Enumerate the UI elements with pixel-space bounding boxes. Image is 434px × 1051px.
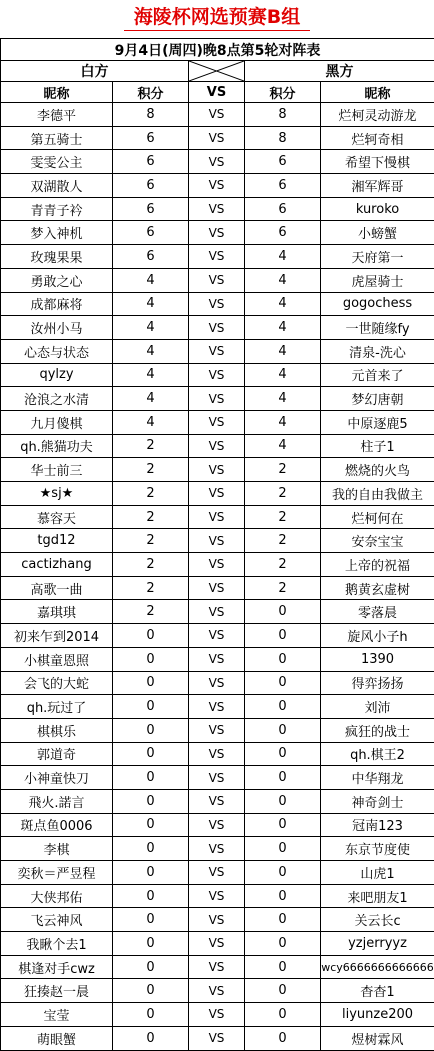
black-player-score: 0 (245, 1003, 321, 1027)
white-player-score: 6 (113, 245, 189, 269)
table-row (1, 576, 434, 600)
black-player-name: kuroko (321, 197, 434, 221)
white-player-name: 华士前三 (1, 458, 113, 482)
white-player-score: 0 (113, 932, 189, 956)
black-player-name: 上帝的祝福 (321, 553, 434, 577)
table-row (1, 126, 434, 150)
table-row (1, 363, 434, 387)
table-row (1, 529, 434, 553)
black-player-score: 8 (245, 103, 321, 127)
black-player-name: 零落晨 (321, 600, 434, 624)
black-player-score: 6 (245, 197, 321, 221)
black-side-label: 黑方 (245, 61, 434, 82)
white-player-score: 8 (113, 103, 189, 127)
white-player-name: 李德平 (1, 103, 113, 127)
black-player-name: 小螃蟹 (321, 221, 434, 245)
white-player-score: 0 (113, 884, 189, 908)
white-player-name: 大侠邦佑 (1, 884, 113, 908)
black-player-score: 0 (245, 647, 321, 671)
vs-cell: VS (189, 884, 245, 908)
header-row (1, 82, 434, 103)
black-player-name: 鹅黄玄虚树 (321, 576, 434, 600)
vs-cell: VS (189, 126, 245, 150)
table-row (1, 766, 434, 790)
black-player-score: 8 (245, 126, 321, 150)
white-player-score: 0 (113, 647, 189, 671)
table-row (1, 505, 434, 529)
black-player-score: 0 (245, 789, 321, 813)
white-player-name: 飞云神风 (1, 908, 113, 932)
black-player-name: 疯狂的战士 (321, 718, 434, 742)
black-player-name: 神奇剑士 (321, 789, 434, 813)
subtitle-row (1, 39, 434, 61)
white-player-name: 第五骑士 (1, 126, 113, 150)
black-player-score: 0 (245, 908, 321, 932)
black-player-score: 0 (245, 979, 321, 1003)
white-player-score: 2 (113, 529, 189, 553)
black-player-name: 杳杳1 (321, 979, 434, 1003)
vs-cell: VS (189, 789, 245, 813)
white-player-name: qh.玩过了 (1, 695, 113, 719)
vs-cell: VS (189, 458, 245, 482)
black-player-score: 2 (245, 553, 321, 577)
black-player-score: 6 (245, 150, 321, 174)
white-player-name: 宝莹 (1, 1003, 113, 1027)
header-white-name: 昵称 (1, 82, 113, 103)
white-player-name: 斑点鱼0006 (1, 813, 113, 837)
table-row (1, 103, 434, 127)
vs-cell: VS (189, 671, 245, 695)
vs-cell: VS (189, 529, 245, 553)
table-row (1, 624, 434, 648)
table-row (1, 861, 434, 885)
header-black-score: 积分 (245, 82, 321, 103)
white-player-score: 4 (113, 339, 189, 363)
black-player-name: yzjerryyz (321, 932, 434, 956)
black-player-name: 冠南123 (321, 813, 434, 837)
white-player-score: 6 (113, 221, 189, 245)
black-player-name: 希望下慢棋 (321, 150, 434, 174)
white-player-score: 2 (113, 553, 189, 577)
black-player-score: 4 (245, 363, 321, 387)
white-player-score: 0 (113, 766, 189, 790)
black-player-name: 我的自由我做主 (321, 482, 434, 506)
table-row (1, 292, 434, 316)
black-player-name: gogochess (321, 292, 434, 316)
black-player-score: 4 (245, 434, 321, 458)
white-player-name: 我瞅个去1 (1, 932, 113, 956)
white-player-score: 2 (113, 458, 189, 482)
black-player-name: 1390 (321, 647, 434, 671)
white-player-score: 0 (113, 695, 189, 719)
white-player-name: 成都麻将 (1, 292, 113, 316)
white-side-label: 白方 (1, 61, 189, 82)
table-row (1, 482, 434, 506)
black-player-name: 燃烧的火鸟 (321, 458, 434, 482)
white-player-name: 小神童快刀 (1, 766, 113, 790)
cross-icon (189, 61, 244, 81)
black-player-score: 0 (245, 766, 321, 790)
white-player-score: 2 (113, 482, 189, 506)
table-row (1, 813, 434, 837)
white-player-name: 棋棋乐 (1, 718, 113, 742)
black-player-name: 煜树霖风 (321, 1026, 434, 1050)
black-player-score: 0 (245, 695, 321, 719)
table-row (1, 671, 434, 695)
black-player-name: wcy6666666666666 (321, 955, 434, 979)
vs-cell: VS (189, 813, 245, 837)
table-row (1, 789, 434, 813)
white-player-name: 萌眼蟹 (1, 1026, 113, 1050)
white-player-score: 4 (113, 268, 189, 292)
side-row (1, 61, 434, 82)
vs-cell: VS (189, 103, 245, 127)
table-row (1, 458, 434, 482)
vs-cell: VS (189, 624, 245, 648)
white-player-name: 小棋童恩照 (1, 647, 113, 671)
table-row (1, 695, 434, 719)
black-player-name: 刘沛 (321, 695, 434, 719)
vs-cell: VS (189, 979, 245, 1003)
white-player-name: qh.熊猫功夫 (1, 434, 113, 458)
vs-cell: VS (189, 316, 245, 340)
title-underline (124, 30, 310, 31)
vs-cell: VS (189, 576, 245, 600)
table-row (1, 197, 434, 221)
white-player-score: 0 (113, 955, 189, 979)
white-player-score: 0 (113, 624, 189, 648)
white-player-name: 棋逢对手cwz (1, 955, 113, 979)
vs-cell: VS (189, 197, 245, 221)
cross-cell (189, 61, 245, 82)
vs-cell: VS (189, 292, 245, 316)
white-player-name: 李棋 (1, 837, 113, 861)
white-player-score: 6 (113, 126, 189, 150)
vs-cell: VS (189, 150, 245, 174)
vs-cell: VS (189, 766, 245, 790)
black-player-score: 4 (245, 410, 321, 434)
white-player-score: 2 (113, 505, 189, 529)
black-player-score: 0 (245, 861, 321, 885)
table-row (1, 600, 434, 624)
white-player-score: 2 (113, 600, 189, 624)
table-row (1, 718, 434, 742)
black-player-name: 烂柯灵动游龙 (321, 103, 434, 127)
vs-cell: VS (189, 647, 245, 671)
white-player-name: 飛火.諾言 (1, 789, 113, 813)
vs-cell: VS (189, 955, 245, 979)
vs-cell: VS (189, 505, 245, 529)
table-row (1, 434, 434, 458)
black-player-score: 2 (245, 505, 321, 529)
table-row (1, 174, 434, 198)
vs-cell: VS (189, 861, 245, 885)
white-player-score: 0 (113, 1026, 189, 1050)
white-player-score: 0 (113, 861, 189, 885)
white-player-name: 奕秋＝严昱程 (1, 861, 113, 885)
table-row (1, 742, 434, 766)
black-player-score: 0 (245, 1026, 321, 1050)
table-row (1, 908, 434, 932)
table-row (1, 150, 434, 174)
vs-cell: VS (189, 174, 245, 198)
black-player-score: 4 (245, 316, 321, 340)
white-player-score: 4 (113, 292, 189, 316)
vs-cell: VS (189, 1003, 245, 1027)
table-row (1, 932, 434, 956)
table-row (1, 316, 434, 340)
black-player-score: 0 (245, 813, 321, 837)
black-player-score: 2 (245, 529, 321, 553)
black-player-score: 0 (245, 932, 321, 956)
table-row (1, 221, 434, 245)
white-player-score: 6 (113, 197, 189, 221)
vs-cell: VS (189, 1026, 245, 1050)
white-player-score: 4 (113, 410, 189, 434)
black-player-score: 0 (245, 884, 321, 908)
black-player-score: 0 (245, 955, 321, 979)
table-row (1, 979, 434, 1003)
black-player-name: liyunze200 (321, 1003, 434, 1027)
white-player-name: qylzy (1, 363, 113, 387)
white-player-name: ★sj★ (1, 482, 113, 506)
white-player-name: 会飞的大蛇 (1, 671, 113, 695)
white-player-name: 勇敢之心 (1, 268, 113, 292)
black-player-name: qh.棋王2 (321, 742, 434, 766)
vs-cell: VS (189, 339, 245, 363)
black-player-score: 0 (245, 742, 321, 766)
white-player-name: 初来乍到2014 (1, 624, 113, 648)
black-player-name: 烂轲奇相 (321, 126, 434, 150)
table-row (1, 955, 434, 979)
black-player-score: 4 (245, 292, 321, 316)
table-row (1, 339, 434, 363)
vs-cell: VS (189, 410, 245, 434)
black-player-name: 山虎1 (321, 861, 434, 885)
black-player-name: 元首来了 (321, 363, 434, 387)
header-vs: VS (189, 82, 245, 103)
black-player-score: 4 (245, 245, 321, 269)
black-player-name: 柱子1 (321, 434, 434, 458)
white-player-score: 0 (113, 789, 189, 813)
vs-cell: VS (189, 482, 245, 506)
black-player-score: 4 (245, 387, 321, 411)
vs-cell: VS (189, 742, 245, 766)
white-player-name: 青青子衿 (1, 197, 113, 221)
table-row (1, 553, 434, 577)
white-player-name: 梦入神机 (1, 221, 113, 245)
white-player-score: 0 (113, 718, 189, 742)
white-player-score: 0 (113, 979, 189, 1003)
black-player-name: 中华翔龙 (321, 766, 434, 790)
vs-cell: VS (189, 434, 245, 458)
white-player-name: 高歌一曲 (1, 576, 113, 600)
table-row (1, 387, 434, 411)
white-player-score: 0 (113, 1003, 189, 1027)
white-player-name: 心态与状态 (1, 339, 113, 363)
white-player-name: cactizhang (1, 553, 113, 577)
white-player-name: 九月傻棋 (1, 410, 113, 434)
vs-cell: VS (189, 932, 245, 956)
black-player-score: 2 (245, 482, 321, 506)
pairing-table (0, 38, 434, 1051)
table-row (1, 245, 434, 269)
table-row (1, 410, 434, 434)
vs-cell: VS (189, 363, 245, 387)
black-player-name: 清泉-洗心 (321, 339, 434, 363)
black-player-score: 6 (245, 221, 321, 245)
table-row (1, 268, 434, 292)
black-player-score: 0 (245, 718, 321, 742)
header-white-score: 积分 (113, 82, 189, 103)
black-player-name: 湘军辉哥 (321, 174, 434, 198)
black-player-name: 梦幻唐朝 (321, 387, 434, 411)
black-player-name: 得弈扬扬 (321, 671, 434, 695)
vs-cell: VS (189, 553, 245, 577)
vs-cell: VS (189, 268, 245, 292)
table-row (1, 1026, 434, 1050)
white-player-score: 0 (113, 908, 189, 932)
vs-cell: VS (189, 387, 245, 411)
black-player-name: 东京节度使 (321, 837, 434, 861)
table-row (1, 647, 434, 671)
white-player-name: 狂揍赵一晨 (1, 979, 113, 1003)
black-player-score: 4 (245, 268, 321, 292)
black-player-name: 烂柯何在 (321, 505, 434, 529)
table-row (1, 884, 434, 908)
black-player-score: 0 (245, 671, 321, 695)
white-player-name: 双湖散人 (1, 174, 113, 198)
black-player-name: 安奈宝宝 (321, 529, 434, 553)
white-player-name: tgd12 (1, 529, 113, 553)
white-player-score: 2 (113, 434, 189, 458)
white-player-score: 0 (113, 671, 189, 695)
vs-cell: VS (189, 600, 245, 624)
white-player-score: 4 (113, 387, 189, 411)
black-player-score: 6 (245, 174, 321, 198)
vs-cell: VS (189, 718, 245, 742)
black-player-name: 来吧朋友1 (321, 884, 434, 908)
vs-cell: VS (189, 837, 245, 861)
white-player-score: 6 (113, 174, 189, 198)
vs-cell: VS (189, 245, 245, 269)
vs-cell: VS (189, 695, 245, 719)
black-player-score: 0 (245, 837, 321, 861)
table-subtitle: 9月4日(周四)晚8点第5轮对阵表 (1, 39, 434, 61)
white-player-name: 玫瑰果果 (1, 245, 113, 269)
page-title: 海陵杯网选预赛B组 (0, 4, 434, 30)
black-player-score: 2 (245, 458, 321, 482)
black-player-score: 0 (245, 624, 321, 648)
vs-cell: VS (189, 221, 245, 245)
white-player-name: 雯雯公主 (1, 150, 113, 174)
white-player-score: 6 (113, 150, 189, 174)
vs-cell: VS (189, 908, 245, 932)
white-player-name: 慕容天 (1, 505, 113, 529)
white-player-name: 嘉琪琪 (1, 600, 113, 624)
white-player-score: 0 (113, 742, 189, 766)
black-player-name: 中原逐鹿5 (321, 410, 434, 434)
black-player-name: 虎屋骑士 (321, 268, 434, 292)
black-player-name: 旋风小子h (321, 624, 434, 648)
white-player-name: 郭道奇 (1, 742, 113, 766)
white-player-score: 4 (113, 363, 189, 387)
white-player-score: 0 (113, 837, 189, 861)
white-player-score: 4 (113, 316, 189, 340)
white-player-score: 0 (113, 813, 189, 837)
white-player-score: 2 (113, 576, 189, 600)
black-player-name: 关云长c (321, 908, 434, 932)
black-player-score: 4 (245, 339, 321, 363)
header-black-name: 昵称 (321, 82, 434, 103)
white-player-name: 沧浪之水清 (1, 387, 113, 411)
title-area (0, 0, 434, 38)
table-row (1, 837, 434, 861)
white-player-name: 汝州小马 (1, 316, 113, 340)
black-player-name: 天府第一 (321, 245, 434, 269)
black-player-score: 2 (245, 576, 321, 600)
black-player-score: 0 (245, 600, 321, 624)
black-player-name: 一世随缘fy (321, 316, 434, 340)
